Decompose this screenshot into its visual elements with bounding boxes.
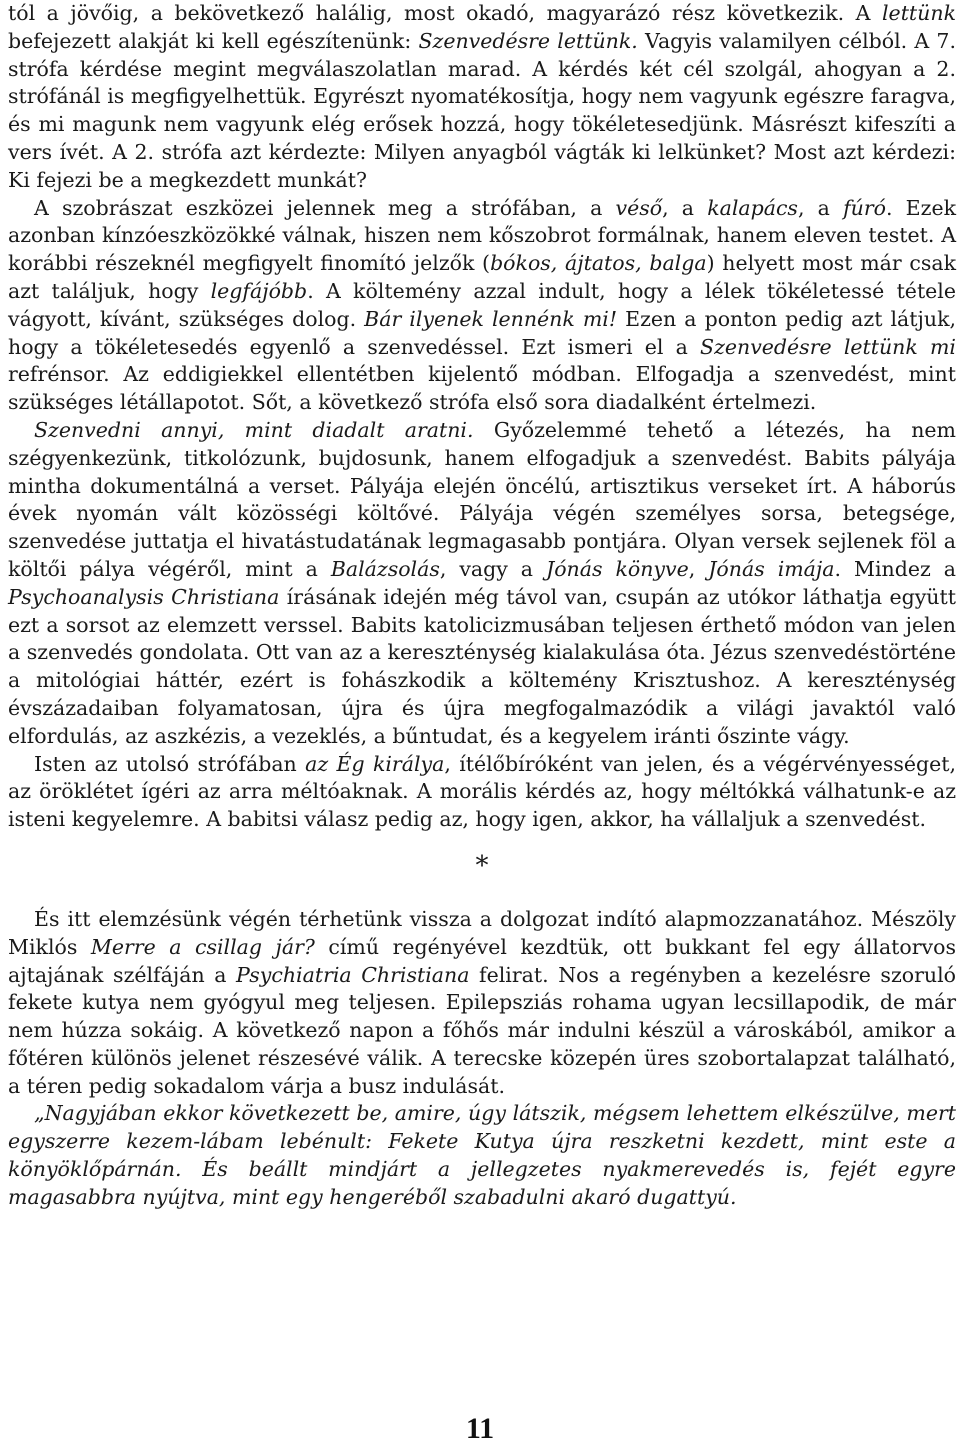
text-run: refrénsor. Az eddigiekkel ellentétben kijelentő módban. Elfogadja a szenvedést, mint szükséges létállapotot. Sőt, a következő strófa első sora diadalként értelmezi. xyxy=(8,362,956,415)
page-number: 11 xyxy=(465,1412,495,1445)
italic-text: bókos, ájtatos, balga xyxy=(490,251,707,276)
text-run: ) helyett most már csak azt találjuk, hogy xyxy=(8,251,956,303)
italic-text: Balázsolás xyxy=(330,556,440,581)
paragraph-p4 xyxy=(8,751,956,834)
italic-text: fúró xyxy=(843,195,886,220)
italic-text: Bár ilyenek lennénk mi! xyxy=(364,306,618,331)
italic-text: véső xyxy=(615,195,663,220)
italic-text: Merre a csillag jár? xyxy=(90,934,315,959)
text-run: , ítélőbíróként van jelen, és a végérvényességet, az öröklétet ígéri az arra méltóaknak. A morális kérdés az, hogy méltókká válhatunk-e az isteni kegyelemre. A babitsi válasz pedig az, hogy igen, akkor, ha vállaljuk a szenvedést. xyxy=(8,751,956,832)
italic-text: „Nagyjában ekkor következett be, amire, úgy látszik, mégsem lehettem elkészülve, mert egyszerre kezem-lábam lebénult: Fekete Kutya újra reszketni kezdett, mint este a könyöklőpárnán. És beállt mindjárt a jellegzetes nyakmerevedés is, fejét egyre magasabbra nyújtva, mint egy hengeréből szabadulni akaró dugattyú. xyxy=(8,1101,956,1209)
text-run: , xyxy=(688,556,709,581)
italic-text: Szenvedésre lettünk mi xyxy=(700,334,956,359)
text-run: Isten az utolsó strófában xyxy=(34,751,306,776)
italic-text: Psychiatria Christiana xyxy=(236,962,470,987)
text-run: felirat. Nos a regényben a kezelésre szoruló fekete kutya nem gyógyul meg teljesen. Epilepsziás rohama ugyan lecsillapodik, de már nem húzza sokáig. A következő napon a főhős már indulni készül a városkából, amikor a főtéren különös jelenet részesévé válik. A terecske közepén üres szobortalapzat található, a téren pedig sokadalom várja a busz indulását. xyxy=(8,962,956,1098)
italic-text: Jónás imája xyxy=(708,556,835,581)
italic-text: Jónás könyve xyxy=(546,556,689,581)
text-run: Győzelemmé tehető a létezés, ha nem szégyenkezünk, titkolózunk, bujdosunk, hanem elfogadjuk a szenvedést. Babits pályája mintha dokumentálná a verset. Pályája elején öncélú, artisztikus verseket írt. A háborús évek nyomán vált közösségi költővé. Pályája végén személyes sorsa, betegsége, szenvedése juttatja el hivatástudatának legmagasabb pontjára. Olyan versek sejlenek föl a költői pálya végéről, mint a xyxy=(8,417,957,581)
section-separator: * xyxy=(475,850,489,881)
italic-text: legfájóbb xyxy=(210,278,308,303)
italic-text: kalapács xyxy=(707,195,798,220)
italic-text: lettünk xyxy=(882,1,956,25)
text-run: , a xyxy=(662,195,708,220)
text-run: Ezen a ponton pedig azt látjuk, hogy a tökéletesedés egyenlő a szenvedéssel. Ezt ismeri el a xyxy=(8,306,957,359)
paragraph-p1 xyxy=(8,0,956,195)
text-block-before xyxy=(8,0,956,834)
paragraph-p3 xyxy=(8,417,956,751)
text-run: . A költemény azzal indult, hogy a lélek tökéletessé tétele vágyott, kívánt, szükséges dolog. xyxy=(8,278,956,331)
text-run: tól a jövőig, a bekövetkező halálig, most okadó, magyarázó rész következik. A xyxy=(8,1,882,25)
page-body xyxy=(8,0,956,1212)
italic-text: Psychoanalysis Christiana xyxy=(8,584,280,609)
text-run: írásának idején még távol van, csupán az utókor láthatja együtt ezt a sorsot az elemzett verssel. Babits katolicizmusában teljesen érthető módon van jelen a szenvedés gondolata. Ott van az a kereszténység kialakulása óta. Jézus szenvedéstörténe a mitológiai háttér, ezért is fohászkodik a költemény Krisztushoz. A kereszténység évszázadaiban folyamatosan, újra és újra megfogalmazódik a világi javaktól való elfordulás, az aszkézis, a vezeklés, a bűntudat, és a kegyelem iránti őszinte vágy. xyxy=(8,584,956,748)
paragraph-p2 xyxy=(8,195,956,417)
text-run: című regényével kezdtük, ott bukkant fel egy állatorvos ajtajának szélfáján a xyxy=(8,934,956,987)
text-run: Vagyis valamilyen célból. A 7. strófa kérdése megint megválaszolatlan marad. A kérdés két cél szolgál, ahogyan a 2. strófánál is megfigyelhettük. Egyrészt nyomatékosítja, hogy nem vagyunk egészre faragva, és mi magunk nem vagyunk elég erősek hozzá, hogy tökéletesedjünk. Másrészt kifeszíti a vers ívét. A 2. strófa azt kérdezte: Milyen anyagból vágták ki lelkünket? Most azt kérdezi: Ki fejezi be a megkezdett munkát? xyxy=(8,28,956,192)
italic-text: Szenvedni annyi, mint diadalt aratni. xyxy=(34,417,474,442)
text-run: befejezett alakját ki kell egészítenünk: xyxy=(8,28,419,53)
text-run: És itt elemzésünk végén térhetünk vissza a dolgozat indító alapmozzanatához. Mészöly Miklós xyxy=(8,906,956,959)
text-run: , vagy a xyxy=(439,556,546,581)
italic-text: Szenvedésre lettünk. xyxy=(418,28,638,53)
text-run: . Ezek azonban kínzóeszközökké válnak, hiszen nem kőszobrot formálnak, hanem eleven testet. A korábbi részeknél megfigyelt finomító jelzők ( xyxy=(8,195,957,276)
text-run: A szobrászat eszközei jelennek meg a strófában, a xyxy=(34,195,616,220)
text-run: , a xyxy=(797,195,844,220)
paragraph-p5 xyxy=(8,906,956,1101)
text-run: . Mindez a xyxy=(834,556,956,581)
italic-text: az Ég királya xyxy=(305,751,445,776)
paragraph-p6 xyxy=(8,1100,956,1211)
text-block-after xyxy=(8,906,956,1212)
